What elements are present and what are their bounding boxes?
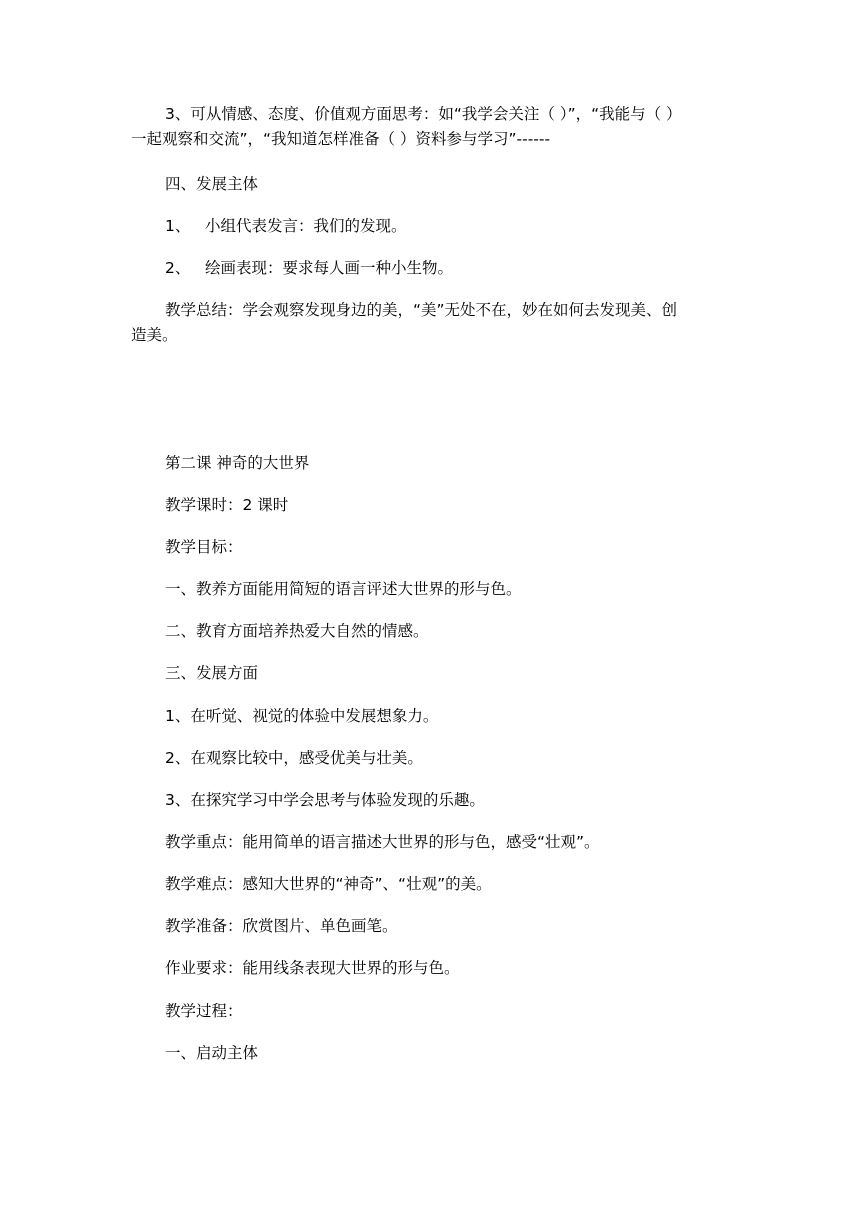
process-label: 教学过程： [165, 1002, 243, 1020]
summary-line1: 教学总结：学会观察发现身边的美，“美”无处不在，妙在如何去发现美、创 [165, 301, 678, 319]
step-one-heading: 一、启动主体 [165, 1044, 259, 1062]
heading-four: 四、发展主体 [165, 175, 259, 193]
dev-item-1: 1、在听觉、视觉的体验中发展想象力。 [165, 707, 439, 725]
step2-text: 绘画表现：要求每人画一种小生物。 [205, 259, 454, 277]
dev-item-3: 3、在探究学习中学会思考与体验发现的乐趣。 [165, 791, 485, 809]
lesson2-hours: 教学课时：2 课时 [165, 496, 289, 514]
goals-label: 教学目标： [165, 538, 243, 556]
dev-item-2: 2、在观察比较中，感受优美与壮美。 [165, 749, 423, 767]
step2-paragraph [131, 256, 769, 281]
goal-1: 一、教养方面能用简短的语言评述大世界的形与色。 [165, 580, 522, 598]
item3-line1: 3、可从情感、态度、价值观方面思考：如“我学会关注（ ）”，“我能与（ ） [165, 105, 682, 123]
difficulty: 教学难点：感知大世界的“神奇”、“壮观”的美。 [165, 875, 492, 893]
lesson2-title: 第二课 神奇的大世界 [165, 454, 310, 472]
key-point: 教学重点：能用简单的语言描述大世界的形与色，感受“壮观”。 [165, 833, 600, 851]
step2-number: 2、 [165, 259, 191, 277]
item3-line2: 一起观察和交流”，“我知道怎样准备（ ）资料参与学习”------ [131, 130, 551, 148]
preparation: 教学准备：欣赏图片、单色画笔。 [165, 917, 398, 935]
goal-2: 二、教育方面培养热爱大自然的情感。 [165, 622, 429, 640]
goal-3: 三、发展方面 [165, 664, 259, 682]
summary-paragraph [131, 298, 735, 348]
step1-number: 1、 [165, 217, 191, 235]
step1-text: 小组代表发言：我们的发现。 [205, 217, 407, 235]
step1-paragraph [131, 214, 769, 239]
summary-line2: 造美。 [131, 326, 178, 344]
homework: 作业要求：能用线条表现大世界的形与色。 [165, 959, 460, 977]
item3-paragraph [131, 102, 735, 152]
